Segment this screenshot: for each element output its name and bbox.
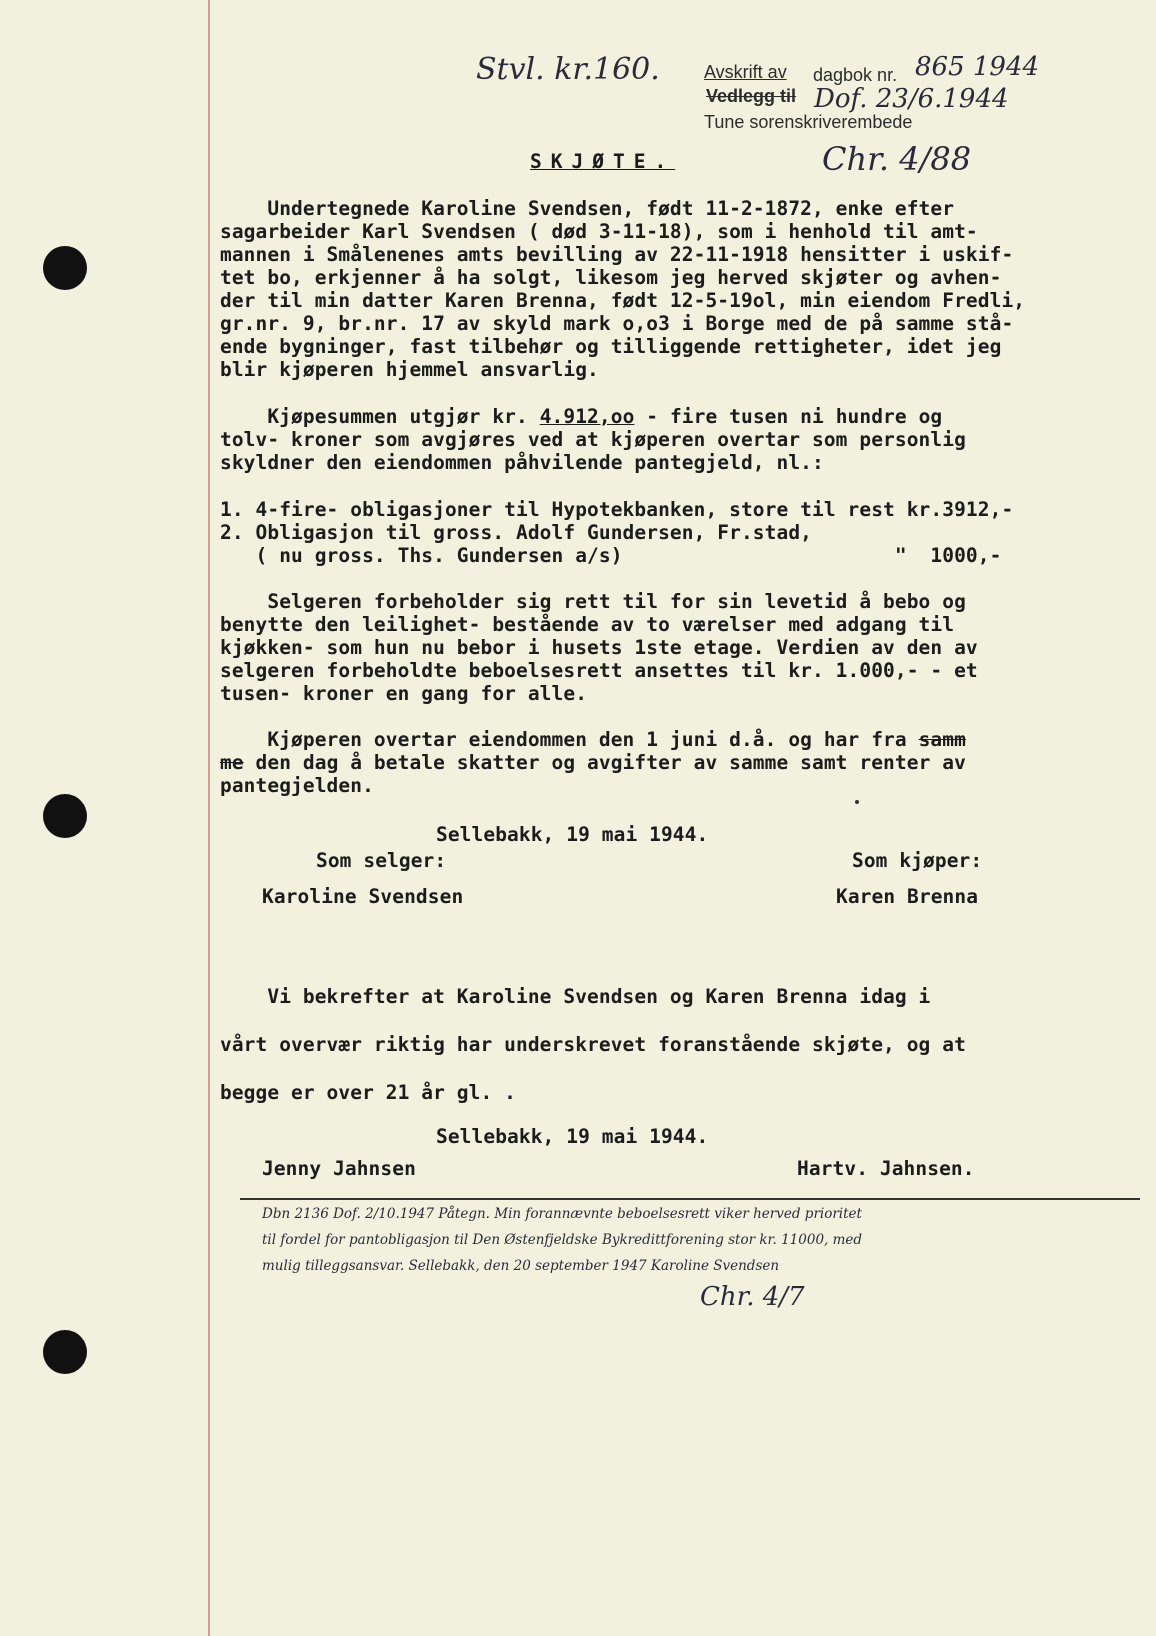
text-line: sagarbeider Karl Svendsen ( død 3-11-18), som i henhold til amt-	[220, 220, 978, 243]
dagbok-label: dagbok nr.	[813, 65, 898, 85]
text-line: der til min datter Karen Brenna, født 12-5-19ol, min eiendom Fredli,	[220, 289, 1026, 312]
list-item: 2. Obligasjon til gross. Adolf Gundersen, Fr.stad,	[220, 521, 812, 544]
place-date: Sellebakk, 19 mai 1944.	[436, 823, 709, 846]
text-line: tolv- kroner som avgjøres ved at kjøperen overtar som personlig	[220, 428, 966, 451]
text-line: vårt overvær riktig har underskrevet foranstående skjøte, og at	[220, 1033, 966, 1056]
margin-line	[208, 0, 210, 1636]
list-item: ( nu gross. Ths. Gundersen a/s) " 1000,-	[220, 544, 1002, 567]
annotation-line: til fordel for pantobligasjon til Den Østenfjeldske Bykredittforening stor kr. 11000, med	[262, 1232, 863, 1248]
text-line	[220, 405, 942, 428]
text-line: gr.nr. 9, br.nr. 17 av skyld mark o,o3 i Borge med de på samme stå-	[220, 312, 1014, 335]
text-line: begge er over 21 år gl. .	[220, 1081, 516, 1104]
text-line	[220, 728, 966, 751]
text-line: pantegjelden.	[220, 774, 374, 797]
annotation-initials: Chr. 4/7	[700, 1282, 805, 1312]
text-line: selgeren forbeholdte beboelsesrett ansettes til kr. 1.000,- - et	[220, 659, 978, 682]
separator-line	[240, 1198, 1140, 1200]
ink-dot	[855, 800, 859, 804]
clerk-initials: Chr. 4/88	[822, 140, 972, 178]
dagbok-date: Dof. 23/6.1944	[814, 84, 1009, 114]
punch-hole	[43, 1330, 87, 1374]
dagbok-entry: 865 1944	[915, 52, 1040, 82]
annotation-line: mulig tilleggsansvar. Sellebakk, den 20 september 1947 Karoline Svendsen	[262, 1258, 780, 1274]
price-words: - fire tusen ni hundre og	[634, 405, 943, 428]
punch-hole	[43, 794, 87, 838]
text-line: benytte den leilighet- bestående av to værelser med adgang til	[220, 613, 955, 636]
text-line: skyldner den eiendommen påhvilende pantegjeld, nl.:	[220, 451, 824, 474]
text-line: blir kjøperen hjemmel ansvarlig.	[220, 358, 599, 381]
text-line: ende bygninger, fast tilbehør og tilliggende rettigheter, idet jeg	[220, 335, 1002, 358]
takeover-text: Kjøperen overtar eiendommen den 1 juni d.å. og har fra	[220, 728, 919, 751]
text-line: Selgeren forbeholder sig rett til for sin levetid å bebo og	[220, 590, 966, 613]
stamp-attachment: Vedlegg til	[706, 86, 797, 106]
struck-word: samm	[918, 728, 966, 751]
text-line: tusen- kroner en gang for alle.	[220, 682, 588, 705]
buyer-name: Karen Brenna	[836, 885, 979, 908]
price-amount: 4.912,oo	[539, 405, 635, 428]
place-date: Sellebakk, 19 mai 1944.	[436, 1125, 709, 1148]
text-line: kjøkken- som hun nu bebor i husets 1ste etage. Verdien av den av	[220, 636, 978, 659]
text-line: mannen i Smålenenes amts bevilling av 22-11-1918 hensitter i uskif-	[220, 243, 1014, 266]
witness-name: Hartv. Jahnsen.	[797, 1157, 975, 1180]
seller-name: Karoline Svendsen	[262, 885, 464, 908]
stamp-court-office: Tune sorenskriverembede	[704, 112, 913, 132]
document-title: SKJØTE.	[530, 150, 676, 173]
handwritten-ref: Stvl. kr.160.	[476, 52, 660, 87]
buyer-label: Som kjøper:	[852, 849, 983, 872]
takeover-text: den dag å betale skatter og avgifter av samme samt renter av	[243, 751, 966, 774]
witness-name: Jenny Jahnsen	[262, 1157, 416, 1180]
seller-label: Som selger:	[316, 849, 447, 872]
struck-word: me	[220, 751, 244, 774]
price-lead: Kjøpesummen utgjør kr.	[220, 405, 540, 428]
stamp-copy-of: Avskrift av	[704, 62, 787, 82]
text-line	[220, 751, 966, 774]
punch-hole	[43, 246, 87, 290]
annotation-line: Dbn 2136 Dof. 2/10.1947 Påtegn. Min forannævnte beboelsesrett viker herved prioritet	[262, 1206, 862, 1222]
text-line: Undertegnede Karoline Svendsen, født 11-2-1872, enke efter	[220, 197, 955, 220]
text-line: Vi bekrefter at Karoline Svendsen og Karen Brenna idag i	[220, 985, 931, 1008]
text-line: tet bo, erkjenner å ha solgt, likesom jeg herved skjøter og avhen-	[220, 266, 1002, 289]
list-item: 1. 4-fire- obligasjoner til Hypotekbanken, store til rest kr.3912,-	[220, 498, 1014, 521]
